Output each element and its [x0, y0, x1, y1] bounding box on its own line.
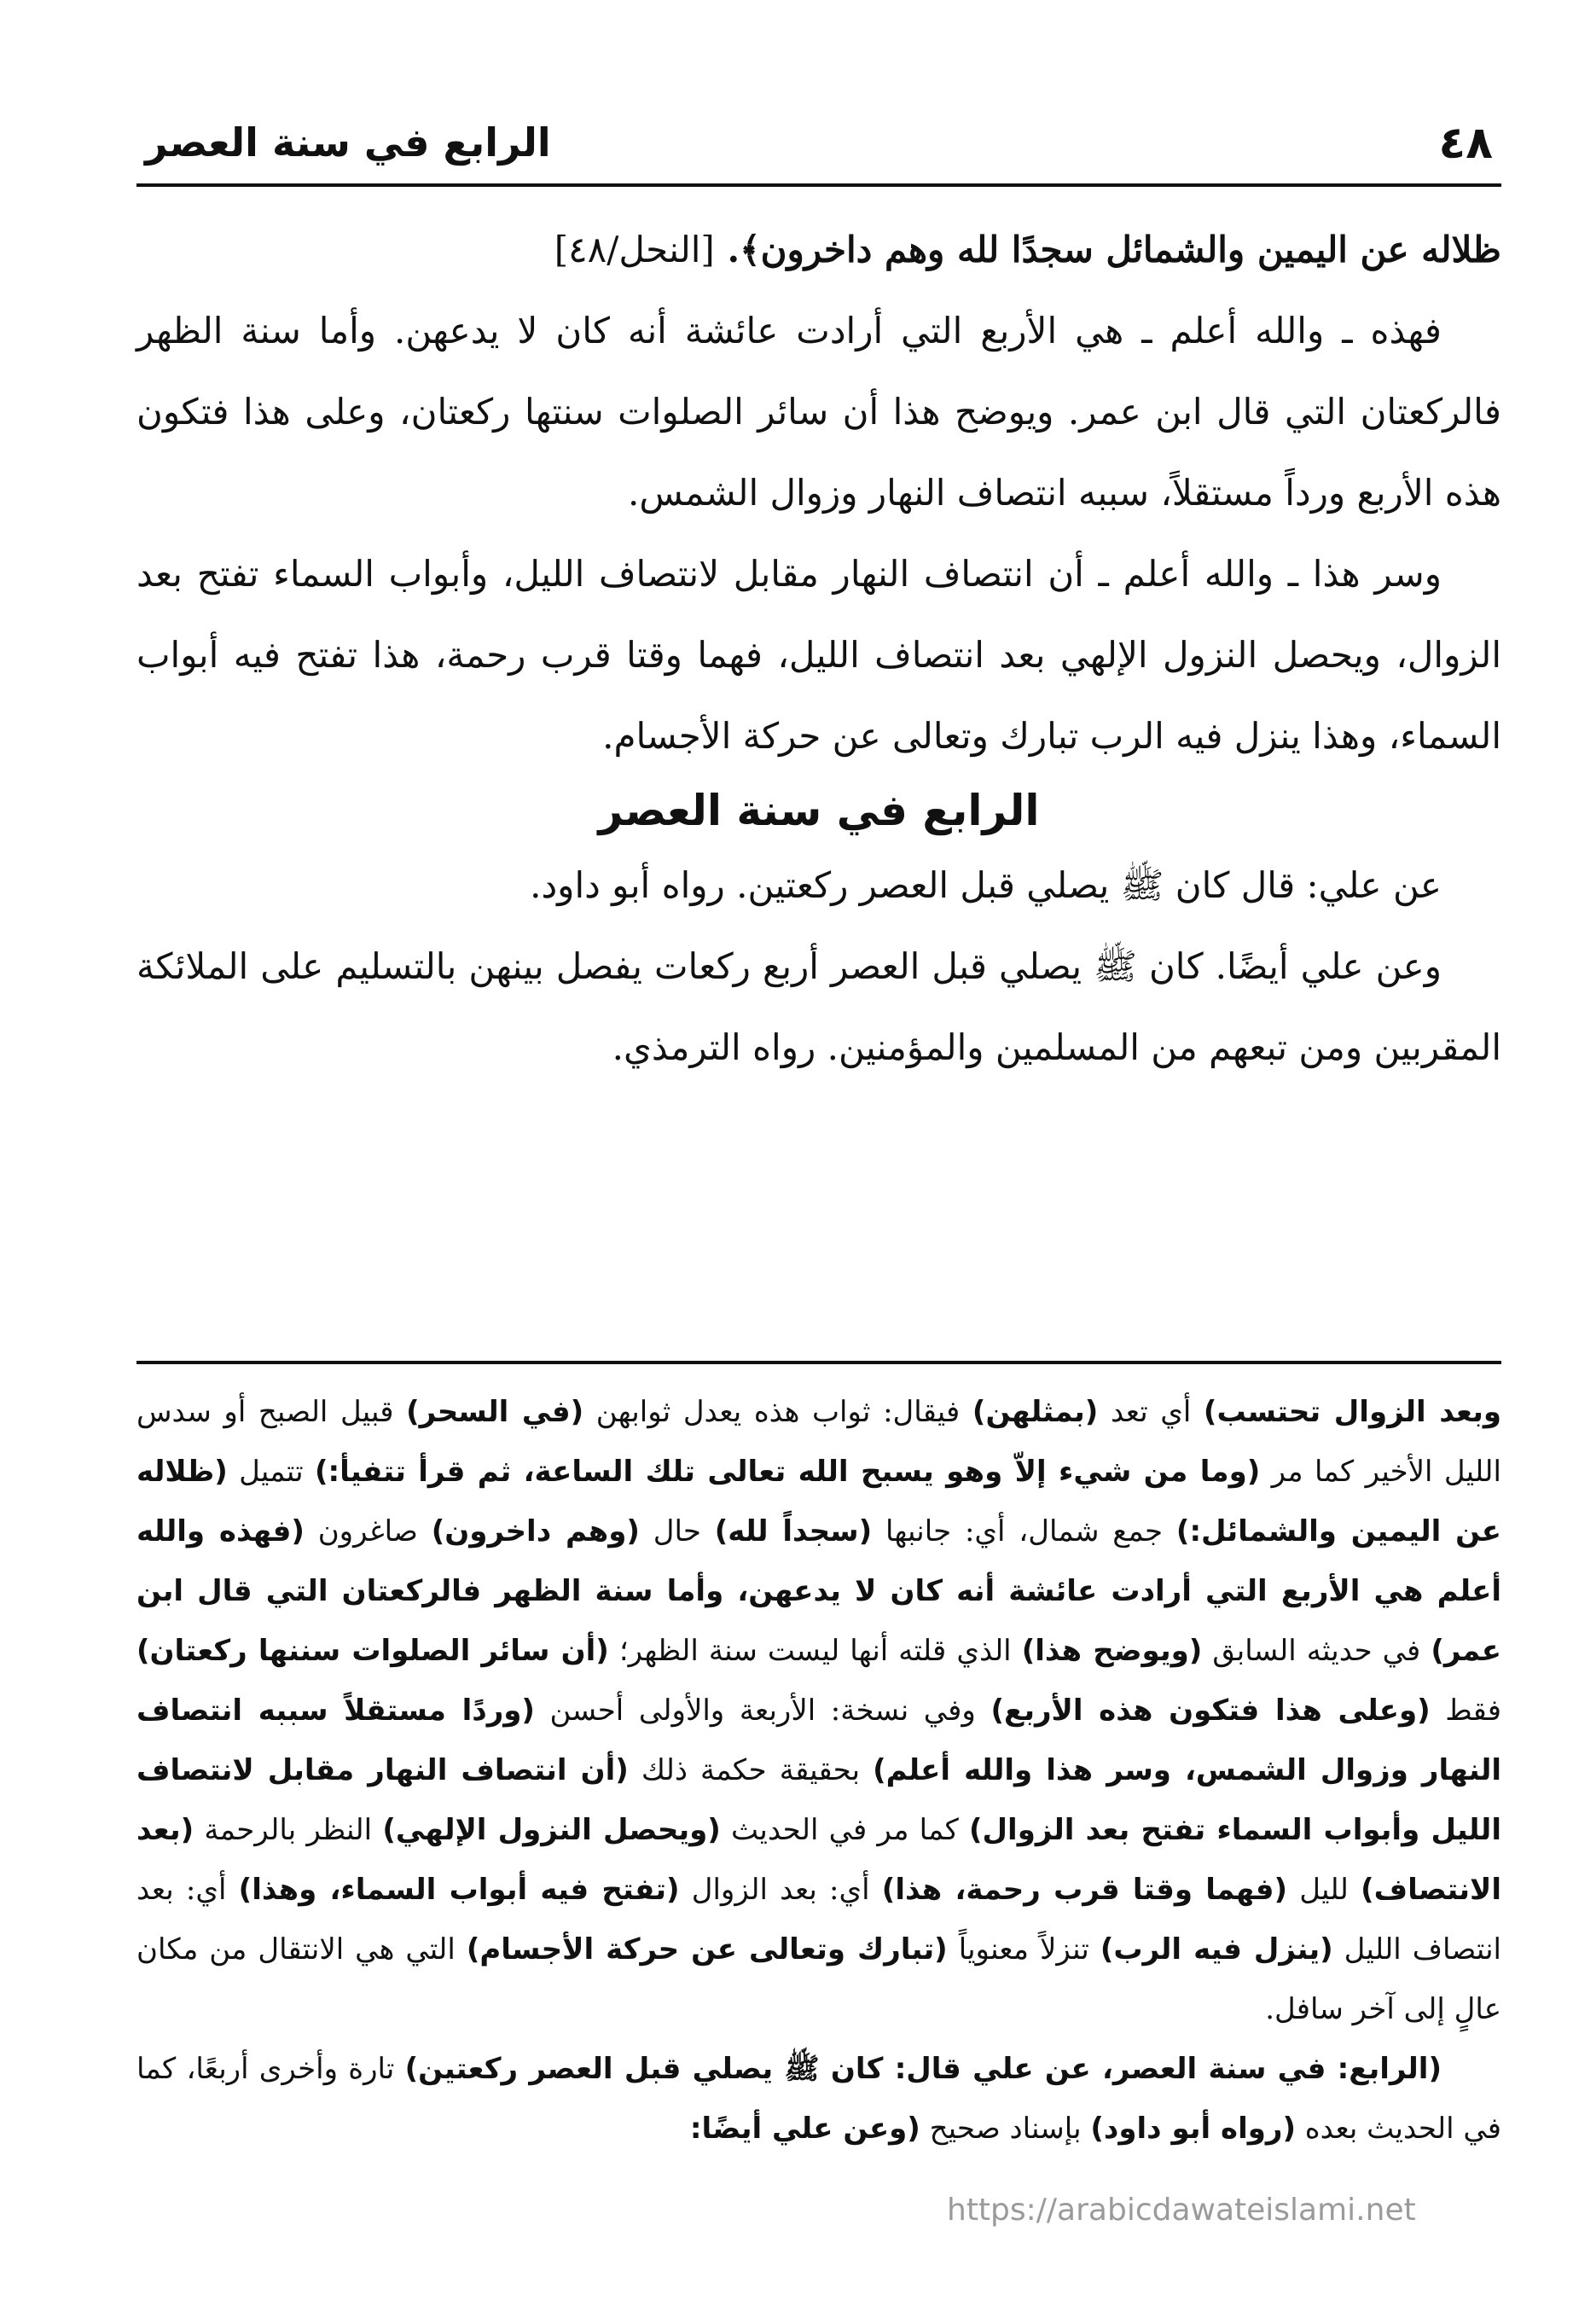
commentary-quote: (ويحصل النزول الإلهي): [382, 1813, 721, 1847]
commentary-text: النظر بالرحمة: [194, 1813, 383, 1847]
footnote-divider: [136, 1361, 1501, 1364]
running-title: الرابع في سنة العصر: [145, 119, 551, 166]
commentary-text: بإسناد صحيح: [920, 2112, 1091, 2146]
page-header: [136, 102, 1501, 187]
paragraph-2: وسر هذا ـ والله أعلم ـ أن انتصاف النهار مقابل لانتصاف الليل، وأبواب السماء تفتح بعد الزوال، ويحصل النزول الإلهي بعد انتصاف الليل، فهما وقتا قرب رحمة، هذا تفتح فيه أبواب السماء، وهذا ينزل فيه الرب تبارك وتعالى عن حركة الأجسام.: [136, 553, 1501, 757]
commentary-quote: (ظلاله عن اليمين والشمائل:): [136, 1455, 1501, 1548]
commentary-text: لليل: [1287, 1873, 1361, 1907]
commentary-text: صاغرون: [304, 1514, 432, 1548]
commentary-quote: (وعن علي أيضًا:: [689, 2112, 920, 2146]
commentary-paragraph-2: [136, 2039, 1501, 2158]
quran-verse: [136, 209, 1501, 290]
commentary-text: تنزلاً معنوياً: [947, 1932, 1100, 1967]
commentary-quote: وبعد الزوال تحتسب): [1203, 1395, 1502, 1429]
commentary-quote: (وما من شيء إلاّ وهو يسبح الله تعالى تلك الساعة، ثم قرأ تتفيأ:): [314, 1455, 1261, 1489]
commentary-quote: (تفتح فيه أبواب السماء، وهذا): [238, 1873, 680, 1907]
commentary-quote: (أن انتصاف النهار مقابل لانتصاف الليل وأبواب السماء تفتح بعد الزوال): [136, 1753, 1501, 1847]
verse-reference: [النحل/٤٨]: [554, 229, 715, 270]
section-heading: الرابع في سنة العصر: [598, 786, 1040, 835]
commentary-text: تارة وأخرى أربعًا، كما في الحديث بعده: [136, 2052, 1501, 2146]
commentary-text: جمع شمال، أي: جانبها: [872, 1514, 1176, 1548]
commentary-quote: (وهم داخرون): [431, 1514, 640, 1548]
commentary-paragraph-1: [136, 1382, 1501, 2039]
commentary-text: كما مر في الحديث: [720, 1813, 970, 1847]
commentary-quote: (رواه أبو داود): [1090, 2112, 1296, 2146]
commentary-quote: (سجداً لله): [714, 1514, 873, 1548]
paragraph-1: فهذه ـ والله أعلم ـ هي الأربع التي أرادت عائشة أنه كان لا يدعهن. وأما سنة الظهر فالركعتان التي قال ابن عمر. ويوضح هذا أن سائر الصلوات سنتها ركعتان، وعلى هذا فتكون هذه الأربع ورداً مستقلاً، سببه انتصاف النهار وزوال الشمس.: [136, 310, 1501, 514]
commentary-quote: (ينزل فيه الرب): [1100, 1932, 1333, 1967]
commentary-text: قبيل الصبح أو سدس الليل الأخير كما مر: [136, 1395, 1501, 1489]
commentary-quote: (فهذه والله أعلم هي الأربع التي أرادت عائشة أنه كان لا يدعهن، وأما سنة الظهر فالركعتان التي قال ابن عمر): [136, 1514, 1502, 1668]
commentary-text: أي: بعد انتصاف الليل: [136, 1873, 1501, 1967]
commentary-quote: (وردًا مستقلاً سببه انتصاف النهار وزوال الشمس، وسر هذا والله أعلم): [136, 1694, 1501, 1787]
commentary-quote: (أن سائر الصلوات سننها ركعتان): [136, 1634, 609, 1668]
commentary-quote: (الرابع: في سنة العصر، عن علي قال: كان ﷺ يصلي قبل العصر ركعتين): [404, 2052, 1442, 2086]
verse-text: ظلاله عن اليمين والشمائل سجدًا لله وهم داخرون﴾.: [727, 229, 1501, 270]
commentary-text: التي هي الانتقال من مكان عالٍ إلى آخر سافل.: [136, 1932, 1501, 2026]
commentary-quote: (في السحر): [406, 1395, 584, 1429]
commentary-quote: (وعلى هذا فتكون هذه الأربع): [990, 1694, 1431, 1728]
commentary-quote: (فهما وقتا قرب رحمة، هذا): [881, 1873, 1288, 1907]
watermark-url: https://arabicdawateislami.net: [947, 2193, 1416, 2228]
commentary-text: فيقال: ثواب هذه يعدل ثوابهن: [583, 1395, 972, 1429]
commentary-text: حال: [639, 1514, 715, 1548]
commentary-quote: (تبارك وتعالى عن حركة الأجسام): [466, 1932, 948, 1967]
commentary-text: الذي قلته أنها ليست سنة الظهر؛: [608, 1634, 1022, 1668]
commentary-text: بحقيقة حكمة ذلك: [628, 1753, 874, 1787]
book-page: [136, 102, 1501, 2286]
commentary-text: فقط: [1430, 1694, 1501, 1728]
paragraph-4: وعن علي أيضًا. كان ﷺ يصلي قبل العصر أربع ركعات يفصل بينهن بالتسليم على الملائكة المقربين ومن تبعهم من المسلمين والمؤمنين. رواه الترمذي.: [136, 945, 1501, 1068]
commentary-quote: (ويوضح هذا): [1021, 1634, 1203, 1668]
commentary-text: في حديثه السابق: [1202, 1634, 1431, 1668]
commentary-quote: (بمثلهن): [972, 1395, 1099, 1429]
commentary-text: أي تعد: [1098, 1395, 1204, 1429]
commentary: [136, 1382, 1501, 2158]
commentary-quote: (بعد الانتصاف): [136, 1813, 1502, 1907]
commentary-text: أي: بعد الزوال: [679, 1873, 882, 1907]
paragraph-3: عن علي: قال كان ﷺ يصلي قبل العصر ركعتين. رواه أبو داود.: [530, 864, 1442, 906]
commentary-text: تتميل: [227, 1455, 315, 1489]
main-text: [136, 209, 1501, 1088]
page-number: ٤٨: [1438, 118, 1493, 169]
commentary-text: وفي نسخة: الأربعة والأولى أحسن: [534, 1694, 991, 1728]
